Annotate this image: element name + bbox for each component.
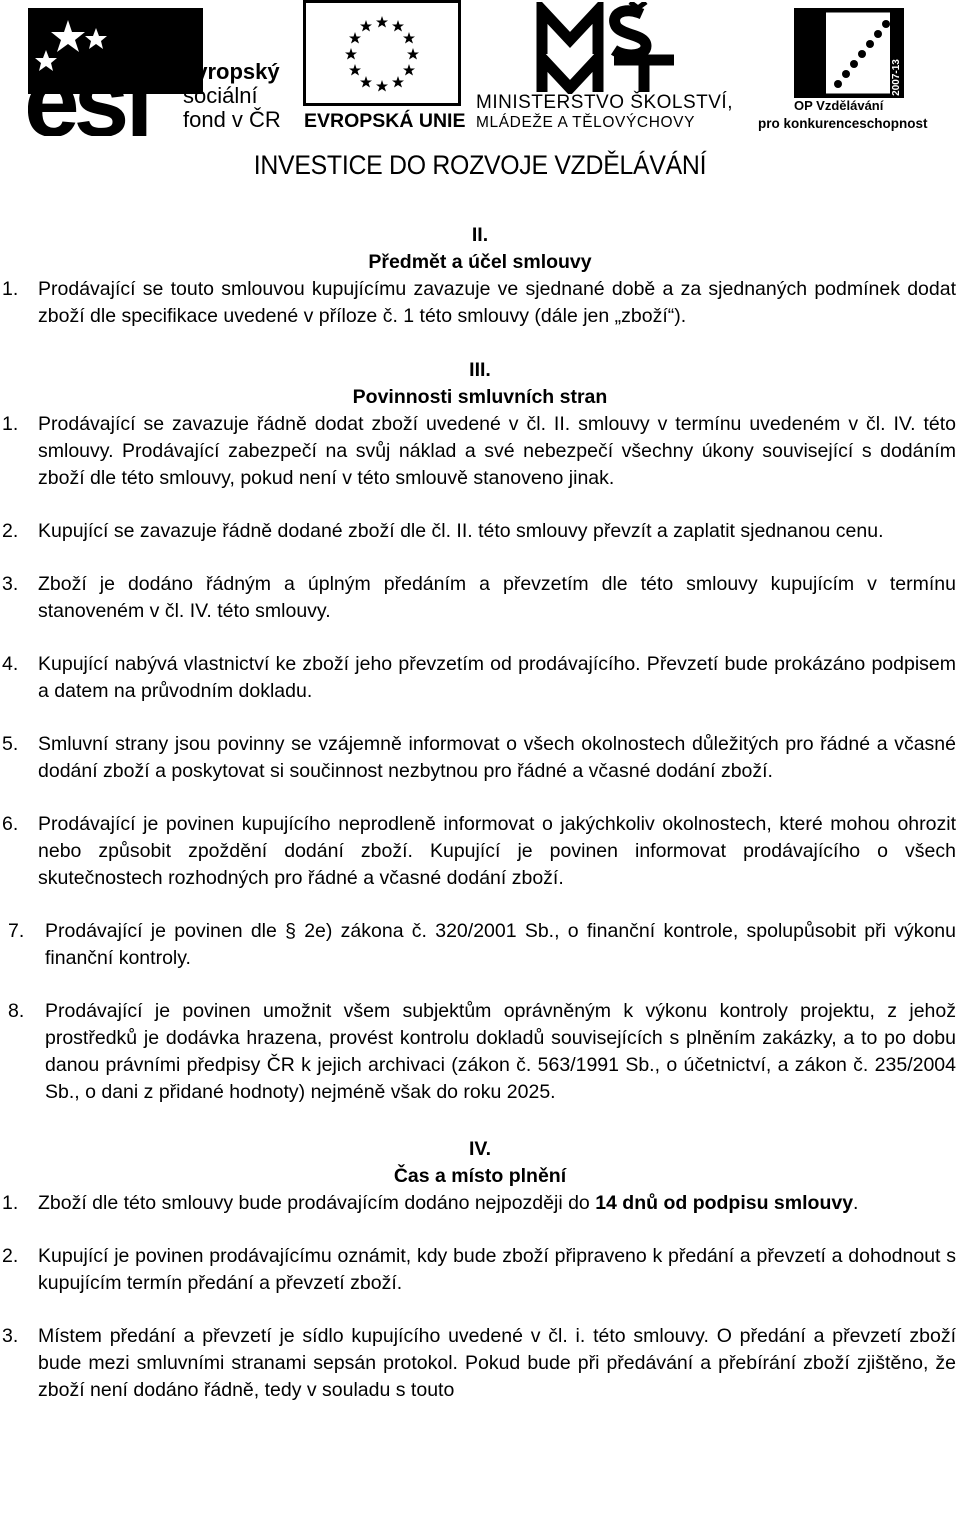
section-ii-title: Předmět a účel smlouvy: [368, 251, 592, 273]
item-number: 8.: [8, 1000, 25, 1022]
msmt-line-2: MLÁDEŽE A TĚLOVÝCHOVY: [476, 114, 696, 131]
op-years: 2007-13: [890, 59, 902, 96]
item-text: Smluvní strany jsou povinny se vzájemně informovat o všech okolnostech důležitých pro řádné a včasné dodání zboží a poskytovat si součinnost nezbytnou pro řádné a včasné dodání zboží.: [38, 733, 956, 782]
item-text: Kupující je povinen prodávajícímu oznámit, kdy bude zboží připraveno k předání a převzetí a dohodnout s kupujícím termín předání a převzetí zboží.: [38, 1245, 956, 1294]
esf-line-1: evropský: [183, 59, 280, 84]
section-iii-title: Povinnosti smluvních stran: [352, 386, 608, 408]
item-number: 2.: [2, 1245, 19, 1267]
document-body: [0, 222, 960, 1404]
section-iv-item-2: [0, 1243, 960, 1297]
item-text: [38, 1190, 956, 1217]
eu-flag-icon: [303, 0, 461, 106]
esf-line-3: fond v ČR: [183, 107, 281, 132]
section-iii-number: III.: [469, 359, 491, 381]
item-number: 2.: [2, 520, 19, 542]
esf-letters: esf: [28, 46, 151, 136]
esf-line-2: sociální: [183, 83, 258, 108]
item-text: Prodávající se zavazuje řádně dodat zboží uvedené v čl. II. smlouvy v termínu uvedeném v čl. IV. této smlouvy. Prodávající zabezpečí na svůj náklad a své nebezpečí všechny úkony související s dodáním zboží dle této smlouvy, pokud není v této smlouvě stanoveno jinak.: [38, 413, 956, 489]
item-number: 4.: [2, 653, 19, 675]
deadline-emphasis: 14 dnů od podpisu smlouvy: [595, 1192, 854, 1214]
eu-logo: [303, 0, 468, 136]
item-text-start: Zboží dle této smlouvy bude prodávajícím dodáno nejpozději do: [38, 1192, 596, 1214]
esf-mark-icon: [28, 8, 203, 136]
item-text: Místem předání a převzetí je sídlo kupujícího uvedené v čl. i. této smlouvy. O předání a převzetí zboží bude mezi smluvními stranami sepsán protokol. Pokud bude při předávání a přebírání zboží zjištěno, že zboží není dodáno řádně, tedy v souladu s touto: [38, 1325, 956, 1401]
section-iv-number: IV.: [468, 1138, 492, 1160]
section-iv-title: Čas a místo plnění: [393, 1165, 567, 1187]
item-text: Prodávající se touto smlouvou kupujícímu zavazuje ve sjednané době a za sjednaných podmínek dodat zboží dle specifikace uvedené v příloze č. 1 této smlouvy (dále jen „zboží“).: [38, 278, 956, 327]
item-number: 1.: [2, 1192, 19, 1214]
section-iii-item-8: [0, 998, 960, 1106]
op-line-1: OP Vzdělávání: [794, 98, 884, 113]
section-iii-item-5: [0, 731, 960, 785]
item-number: 5.: [2, 733, 19, 755]
section-iii-item-2: [0, 518, 960, 545]
section-iii-item-7: [0, 918, 960, 972]
item-text-end: .: [853, 1192, 859, 1214]
item-text: Kupující nabývá vlastnictví ke zboží jeho převzetím od prodávajícího. Převzetí bude prokázáno podpisem a datem na průvodním dokladu.: [38, 653, 956, 702]
item-text: Prodávající je povinen dle § 2e) zákona č. 320/2001 Sb., o finanční kontrole, spolupůsobit při výkonu finanční kontroly.: [45, 920, 956, 969]
op-line-2: pro konkurenceschopnost: [758, 116, 928, 131]
section-iii: [0, 357, 960, 1106]
msmt-logo: [476, 0, 746, 136]
op-mark-icon: [794, 8, 904, 98]
section-iii-item-3: [0, 571, 960, 625]
logo-header: [0, 0, 960, 140]
item-number: 1.: [2, 278, 19, 300]
section-ii-number: II.: [471, 224, 489, 246]
item-text: Prodávající je povinen umožnit všem subjektům oprávněným k výkonu kontroly projektu, z jehož prostředků je dodávka hrazena, provést kontrolu dokladů souvisejících s plněním zakázky, a to po dobu danou právními předpisy ČR k jejich archivaci (zákon č. 563/1991 Sb., o účetnictví, a zákon č. 235/2004 Sb., o dani z přidané hodnoty) nejméně však do roku 2025.: [45, 1000, 956, 1103]
section-iii-item-1: [0, 411, 960, 492]
section-ii: [0, 222, 960, 330]
op-logo: [756, 8, 936, 136]
item-number: 3.: [2, 573, 19, 595]
msmt-mark-icon: [534, 2, 684, 94]
investice-heading: INVESTICE DO ROZVOJE VZDĚLÁVÁNÍ: [253, 150, 707, 180]
section-ii-item-1: [0, 276, 960, 330]
section-iii-item-4: [0, 651, 960, 705]
item-text: Prodávající je povinen kupujícího neprodleně informovat o jakýchkoliv okolnostech, které mohou ohrozit nebo způsobit zpoždění dodání zboží. Kupující je povinen informovat prodávajícího o všech skutečnostech rozhodných pro řádné a včasné dodání zboží.: [38, 813, 956, 889]
esf-logo: [28, 8, 298, 136]
item-number: 6.: [2, 813, 19, 835]
section-iv-item-3: [0, 1323, 960, 1404]
section-iv: [0, 1136, 960, 1404]
msmt-line-1: MINISTERSTVO ŠKOLSTVÍ,: [476, 92, 733, 113]
section-iv-item-1: [0, 1190, 960, 1217]
item-text: Kupující se zavazuje řádně dodané zboží dle čl. II. této smlouvy převzít a zaplatit sjednanou cenu.: [38, 520, 884, 542]
section-iii-item-6: [0, 811, 960, 892]
item-text: Zboží je dodáno řádným a úplným předáním a převzetím dle této smlouvy kupujícím v termínu stanoveném v čl. IV. této smlouvy.: [38, 573, 956, 622]
item-number: 7.: [8, 920, 25, 942]
item-number: 3.: [2, 1325, 19, 1347]
eu-label: EVROPSKÁ UNIE: [304, 110, 466, 132]
item-number: 1.: [2, 413, 19, 435]
